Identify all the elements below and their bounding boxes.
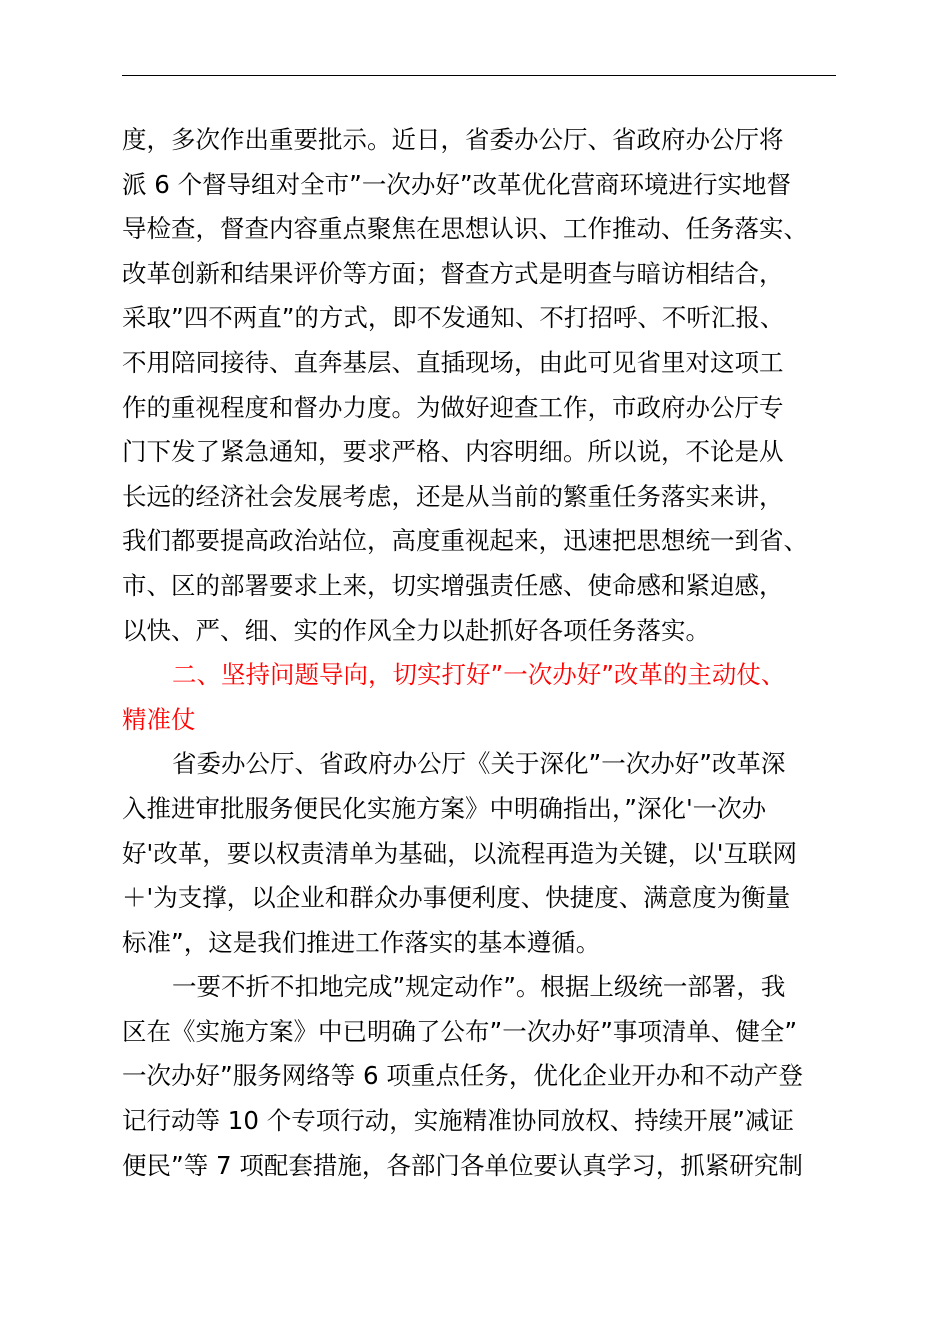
text-line: 门下发了紧急通知，要求严格、内容明细。所以说，不论是从	[122, 437, 784, 467]
text-line: 一要不折不扣地完成”规定动作”。根据上级统一部署，我	[172, 972, 786, 1002]
text-line: 度，多次作出重要批示。近日，省委办公厅、省政府办公厅将	[122, 125, 784, 154]
text-line: 记行动等 10 个专项行动，实施精准协同放权、持续开展”减证	[122, 1106, 794, 1136]
text-line: 标准”，这是我们推进工作落实的基本遵循。	[122, 927, 601, 957]
text-line: 好'改革，要以权责清单为基础，以流程再造为关键，以'互联网	[122, 838, 797, 868]
text-line: 改革创新和结果评价等方面；督查方式是明查与暗访相结合，	[122, 258, 784, 288]
text-line: ＋'为支撑，以企业和群众办事便利度、快捷度、满意度为衡量	[122, 883, 791, 913]
body-text	[122, 118, 838, 1188]
text-line: 我们都要提高政治站位，高度重视起来，迅速把思想统一到省、	[122, 526, 808, 556]
text-line: 省委办公厅、省政府办公厅《关于深化”一次办好”改革深	[172, 749, 786, 779]
text-line: 长远的经济社会发展考虑，还是从当前的繁重任务落实来讲，	[122, 481, 784, 511]
text-line: 导检查，督查内容重点聚焦在思想认识、工作推动、任务落实、	[122, 214, 808, 244]
section-heading-line: 二、坚持问题导向，切实打好”一次办好”改革的主动仗、	[172, 660, 786, 690]
text-line: 市、区的部署要求上来，切实增强责任感、使命感和紧迫感，	[122, 570, 784, 600]
section-heading-line: 精准仗	[122, 704, 196, 734]
text-line: 区在《实施方案》中已明确了公布”一次办好”事项清单、健全”	[122, 1016, 798, 1046]
header-rule	[122, 75, 836, 76]
text-line: 入推进审批服务便民化实施方案》中明确指出，”深化'一次办	[122, 793, 767, 823]
text-line: 以快、严、细、实的作风全力以赴抓好各项任务落实。	[122, 615, 710, 645]
text-line: 作的重视程度和督办力度。为做好迎查工作，市政府办公厅专	[122, 392, 784, 422]
text-line: 一次办好”服务网络等 6 项重点任务，优化企业开办和不动产登	[122, 1061, 803, 1091]
text-line: 便民”等 7 项配套措施，各部门各单位要认真学习，抓紧研究制	[122, 1150, 803, 1180]
text-line: 不用陪同接待、直奔基层、直插现场，由此可见省里对这项工	[122, 347, 784, 377]
text-line: 采取”四不两直”的方式，即不发通知、不打招呼、不听汇报、	[122, 303, 785, 333]
text-line: 派 6 个督导组对全市”一次办好”改革优化营商环境进行实地督	[122, 169, 792, 199]
